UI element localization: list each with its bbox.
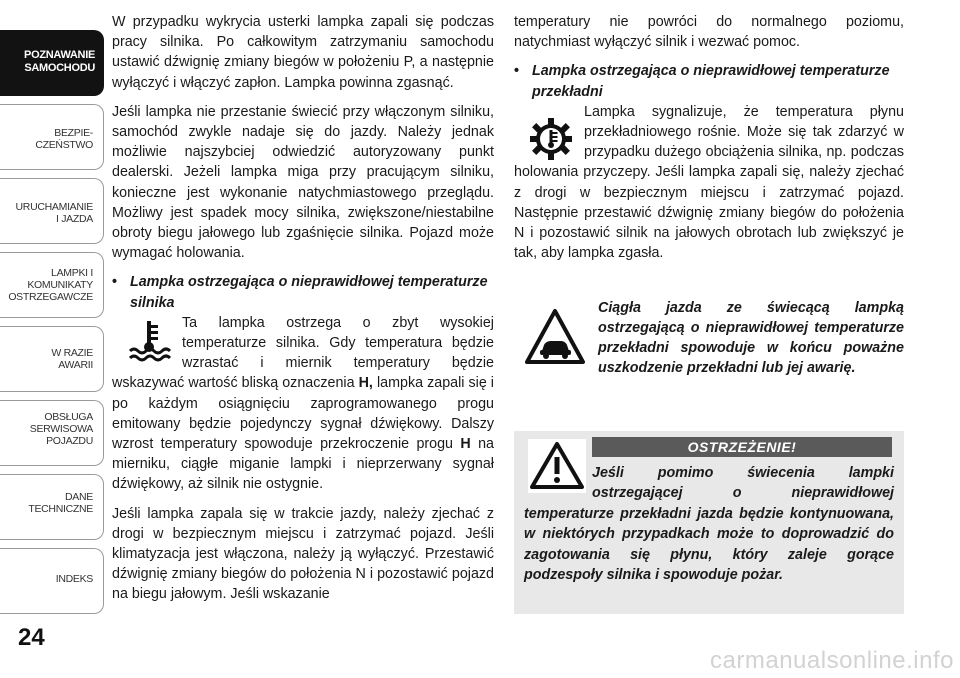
bullet-heading: • Lampka ostrzegająca o nieprawidłowej temperaturze silnika [112,272,494,312]
left-column [112,12,494,614]
right-column [514,12,904,263]
paragraph: Jeśli lampka nie przestanie świecić przy włączonym silniku, samochód zwykle nadaje się do jazdy. Należy jednak możliwie najszybciej odwiedzić autoryzowany punkt dealerski. Jeżeli lampka miga przy pracującym silniku, konieczne jest wykonanie natychmiastowego przeglądu. Możliwy jest spadek mocy silnika, zwiększone/niestabilne obroty biegu jałowego lub zgaśnięcie silnika. Pojazd może wymagać holowania. [112,103,494,262]
paragraph [112,313,494,495]
tab-bezpieczenstwo[interactable] [0,104,104,170]
warning-text-block [524,463,894,585]
tab-label: INDEKS [55,573,93,585]
tab-poznawanie-samochodu[interactable] [0,30,104,96]
section-tabs [0,0,108,678]
caution-note [514,298,904,378]
tab-label: LAMPKI I KOMUNIKATY OSTRZEGAWCZE [8,267,93,303]
bullet-text: Lampka sygnalizuje, że temperatura płynu przekładniowego rośnie. Może się tak zdarzyć w przypadku dużego obciążenia silnika, np. podczas holowania przyczepy. Jeśli lampka zapali się, należy zjechać z drogi w bezpiecznym miejscu i zatrzymać pojazd. Następnie przestawić dźwignię zmiany biegów do położenia N i pozostawić silnik na jałowych obrotach lub zwiększyć je tak, aby lampka zgasła. [514,103,904,262]
gauge-mark-h: H [460,436,471,453]
bullet-text: na mierniku, ciągłe miganie lampki i nieprzerwany sygnał dźwiękowy, aż silnik nie ostygnie. [112,436,494,493]
page-number: 24 [18,624,45,651]
tab-label: DANE TECHNICZNE [28,491,93,515]
warning-box [514,431,904,614]
paragraph: temperatury nie powróci do normalnego poziomu, natychmiast wyłączyć silnik i wezwać pomoc. [514,14,904,51]
tab-w-razie-awarii[interactable] [0,326,104,392]
paragraph [514,102,904,264]
tab-label: POZNAWANIE SAMOCHODU [24,49,95,74]
watermark: carmanualsonline.info [710,647,954,674]
tab-label: W RAZIE AWARII [51,347,93,371]
tab-uruchamianie-i-jazda[interactable] [0,178,104,244]
tab-obsluga-serwisowa[interactable] [0,400,104,466]
tab-indeks[interactable] [0,548,104,614]
bullet-text: Ta lampka ostrzega o zbyt wysokiej temperaturze silnika. Gdy temperatura będzie wzrastać i miernik temperatury będzie wskazywać wartość bliską oznaczenia [112,314,494,392]
paragraph: W przypadku wykrycia usterki lampka zapali się podczas pracy silnika. Po całkowitym zatrzymaniu samochodu ustawić dźwignię zmiany biegów w położeniu P, a następnie wyłączyć i włączyć zapłon. Lampka powinna zgasnąć. [112,14,494,91]
tab-dane-techniczne[interactable] [0,474,104,540]
tab-label: BEZPIE- CZEŃSTWO [35,127,93,151]
bullet-text: lampka zapali się i po każdym osiągnięciu zaprogramowanego progu emitowany będzie pojedynczy sygnał dźwiękowy. Dalszy wzrost temperatury spowoduje przekroczenie progu [112,375,494,453]
bullet-heading: • Lampka ostrzegająca o nieprawidłowej temperaturze przekładni [514,61,904,101]
tab-label: OBSŁUGA SERWISOWA POJAZDU [29,411,93,447]
warning-heading: OSTRZEŻENIE! [592,437,892,457]
caution-car-icon [524,308,586,366]
engine-temp-icon [126,317,172,363]
caution-text: Ciągła jazda ze świecącą lampką ostrzegającą o nieprawidłowej temperaturze przekładni spowoduje w końcu poważne uszkodzenie przekładni lub jej awarię. [598,300,904,376]
warning-text: Jeśli pomimo świecenia lampki ostrzegającej o nieprawidłowej temperaturze przekładni jazda będzie kontynuowana, w niektórych przypadkach może to doprowadzić do zagotowania się płynu, który zaleje gorące podzespoły silnika i spowoduje pożar. [524,465,894,584]
gauge-mark-h: H, [358,375,373,392]
tab-label: URUCHAMIANIE I JAZDA [15,201,93,225]
transmission-temp-icon [528,116,574,162]
tab-lampki-i-komunikaty[interactable] [0,252,104,318]
paragraph: Jeśli lampka zapala się w trakcie jazdy, należy zjechać z drogi w bezpiecznym miejscu i zatrzymać pojazd. Jeśli klimatyzacja jest włączona, należy ją wyłączyć. Przestawić dźwignię zmiany biegów do położenia N i pozostawić pojazd na biegu jałowym. Jeśli wskazanie [112,505,494,603]
